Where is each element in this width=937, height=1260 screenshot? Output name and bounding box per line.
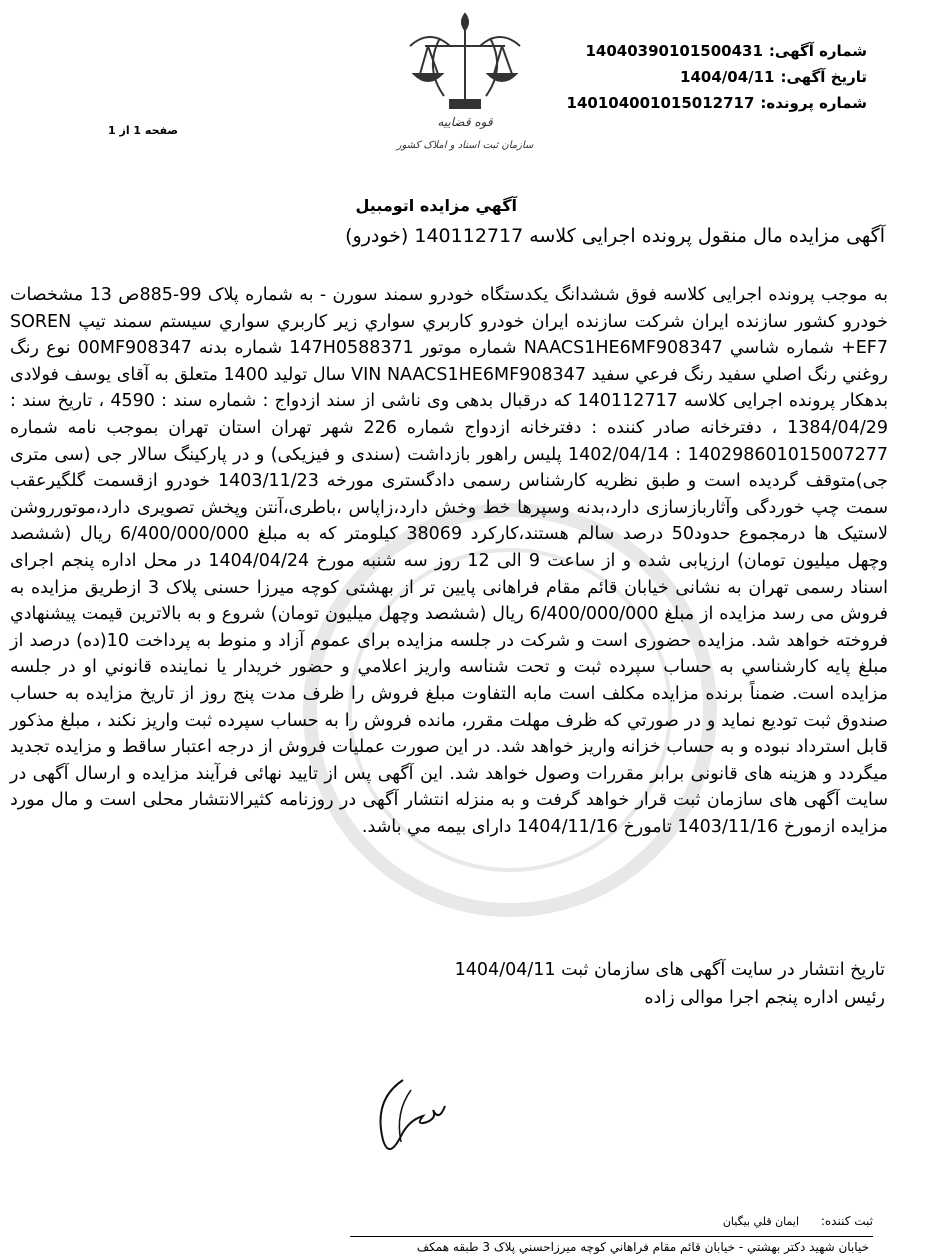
judiciary-emblem <box>380 8 550 158</box>
office-address: خيابان شهيد دكتر بهشتي - خيابان قائم مقام فراهاني كوچه ميرزاحسني پلاک 3 طبقه همكف <box>416 1240 869 1254</box>
ad-number: 14040390101500431 <box>585 42 763 60</box>
registrar-name: ايمان قلي بيگيان <box>722 1215 800 1228</box>
ad-date-label: تاریخ آگهی: <box>780 68 867 86</box>
case-number-label: شماره پرونده: <box>760 94 867 112</box>
document-subtitle: آگهی مزایده مال منقول پرونده اجرایی کلاسه 140112717 (خودرو) <box>345 225 885 247</box>
case-number: 140104001015012717 <box>566 94 755 112</box>
ad-date-row <box>567 64 867 90</box>
ad-number-label: شماره آگهی: <box>768 42 867 60</box>
document-title: آگهي مزايده اتومبيل <box>355 196 517 215</box>
header-meta <box>567 38 867 116</box>
emblem-org-sub: سازمان ثبت اسناد و املاک کشور <box>396 140 534 151</box>
case-number-row <box>567 90 867 116</box>
signature <box>345 1050 465 1180</box>
notice-body: به موجب پرونده اجرايی کلاسه فوق ششدانگ يکدستگاه خودرو سمند سورن - به شماره پلاک 99-885ص 13 مشخصات خودرو کشور سازنده ايران شرکت سازنده ايران خودرو کاربري سواري زير کاربري سواري سيستم سمند تيپ SOREN EF7+ شماره شاسي NAACS1HE6MF908347 شماره موتور 147H0588371 شماره بدنه 00MF908347 نوع رنگ روغني رنگ اصلي سفيد رنگ فرعي سفيد VIN NAACS1HE6MF908347 سال توليد 1400 متعلق به آقای یوسف فولادی بدهکار پرونده اجرایی کلاسه 140112717 که درقبال بدهی وی ناشی از سند ازدواج : شماره سند : 4590 ، تاریخ سند : 1384/04/29 ، دفترخانه صادر کننده : دفترخانه ازدواج شماره 226 شهر تهران استان تهران بموجب نامه شماره 140298601015007277 : 1402/04/14 پلیس راهور بازداشت (سندی و فیزیکی) و در پارکینگ سالار جی (سی متری جی)متوقف گردیده است و طبق نظریه کارشناس رسمی دادگستری مورخه 1403/11/23 خودرو ازقسمت گلگیرعقب سمت چپ خوردگی وآثاربازسازی دارد،بدنه وسپرها خط وخش دارد،زاپاس ،باطری،آنتن وپخش تصویری دارد،موتورروشن لاستیک ها درمجموع حدود50 درصد سالم هستند،کارکرد 38069 کیلومتر که به مبلغ 6/400/000/000 ريال (ششصد وچهل میلیون تومان) ارزیابی شده و از ساعت 9 الی 12 روز سه شنبه مورخ 1404/04/24 در محل اداره پنجم اجرای اسناد رسمی تهران به نشانی خیابان قائم مقام فراهانی پایین تر از بهشتی کوچه میرزا حسنی پلاک 3 ازطريق مزايده به فروش می رسد مزايده از مبلغ 6/400/000/000 ريال (ششصد وچهل میلیون تومان) شروع و به بالاترين قيمت پيشنهادي فروخته خواهد شد. مزایده حضوری است و شرکت در جلسه مزایده برای عموم آزاد و منوط به پرداخت 10(ده) درصد از مبلغ پايه كارشناسي به حساب سپرده ثبت و تحت شناسه واريز اعلامي و حضور خريدار يا نماينده قانوني او در جلسه مزايده است. ضمناً برنده مزايده مكلف است مابه التفاوت مبلغ فروش را ظرف مدت پنج روز از تاريخ مزايده به حساب صندوق ثبت توديع نمايد و در صورتي كه ظرف مهلت مقرر، مانده فروش را به حساب سپرده ثبت واريز نكند ، مبلغ مذكور قابل استرداد نبوده و به حساب خزانه واريز خواهد شد. در این صورت عملیات فروش از درجه اعتبار ساقط و مزایده تجدید میگردد و هزينه های قانونی برابر مقررات وصول خواهد شد. این آگهی پس از تایید نهائی فرآیند مزایده و ارسال آگهی در سایت آگهی های سازمان ثبت قرار خواهد گرفت و به منزله انتشار آگهی در روزنامه کثیرالانتشار محلی است و مال مورد مزایده ازمورخ 1403/11/16 تامورخ 1404/11/16 دارای بیمه مي باشد. <box>10 285 889 837</box>
page-number: صفحه 1 از 1 <box>108 124 179 137</box>
emblem-org-name: قوه قضاییه <box>437 115 493 129</box>
ad-date: 1404/04/11 <box>680 68 775 86</box>
signer-title: رئیس اداره پنجم اجرا موالی زاده <box>644 988 885 1008</box>
ad-number-row <box>567 38 867 64</box>
registrar-label: ثبت کننده: <box>820 1214 873 1228</box>
publication-date: تاریخ انتشار در سایت آگهی های سازمان ثبت 1404/04/11 <box>454 960 885 980</box>
registrar <box>723 1214 873 1228</box>
footer-divider <box>350 1236 873 1237</box>
